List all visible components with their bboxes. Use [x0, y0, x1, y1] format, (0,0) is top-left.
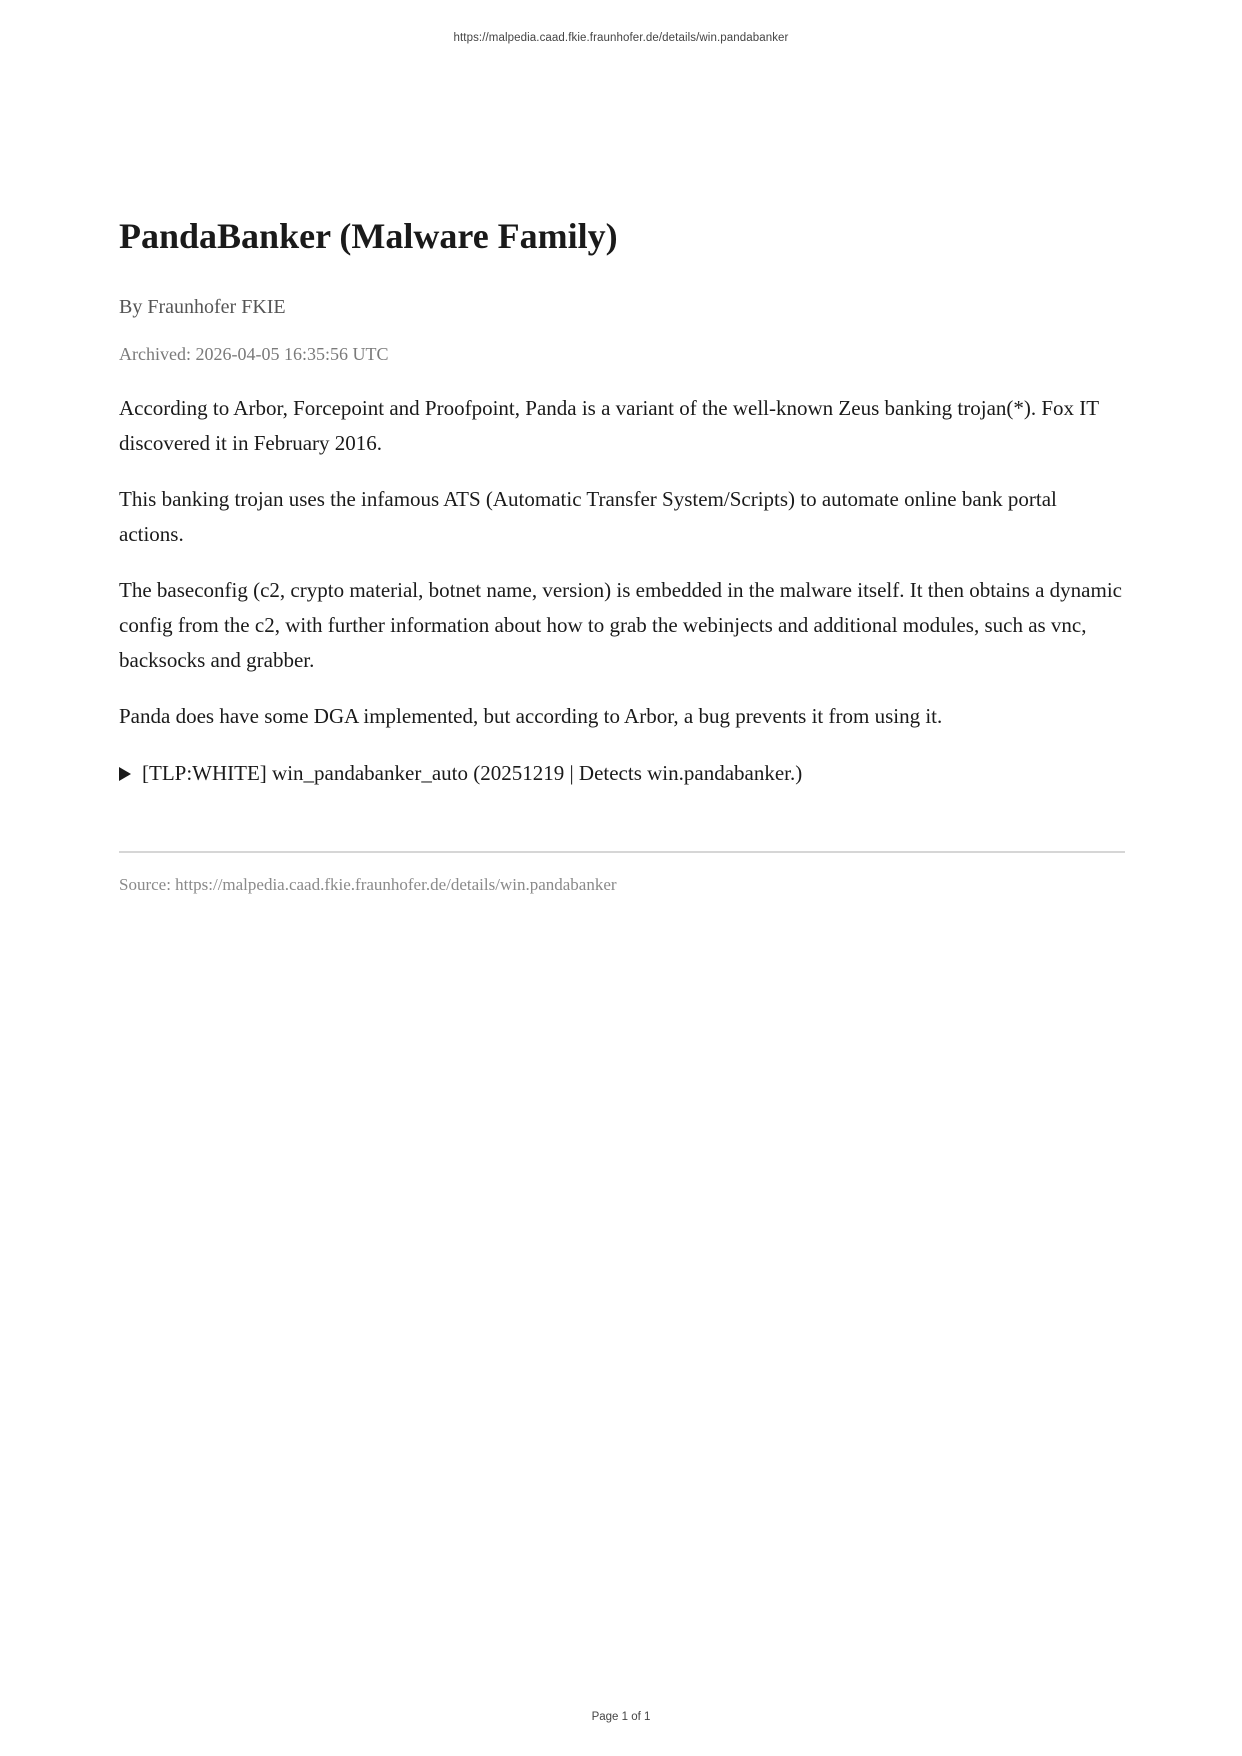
article — [119, 208, 1125, 897]
archived-timestamp: Archived: 2026-04-05 16:35:56 UTC — [119, 344, 389, 364]
header-url: https://malpedia.caad.fkie.fraunhofer.de/details/win.pandabanker — [453, 32, 789, 44]
page-number: Page 1 of 1 — [591, 1711, 651, 1723]
divider — [119, 851, 1125, 853]
paragraph-ats: This banking trojan uses the infamous ATS (Automatic Transfer System/Scripts) to automate online bank portal actions. — [119, 487, 1057, 546]
byline: By Fraunhofer FKIE — [119, 296, 286, 318]
yara-rule-summary: [TLP:WHITE] win_pandabanker_auto (20251219 | Detects win.pandabanker.) — [142, 761, 803, 785]
yara-rule-disclosure[interactable] — [119, 756, 1125, 791]
paragraph-baseconfig: The baseconfig (c2, crypto material, botnet name, version) is embedded in the malware itself. It then obtains a dynamic config from the c2, with further information about how to grab the webinjects and additional modules, such as vnc, backsocks and grabber. — [119, 578, 1122, 672]
disclosure-triangle-icon — [119, 767, 131, 781]
paragraph-intro: According to Arbor, Forcepoint and Proofpoint, Panda is a variant of the well-known Zeus banking trojan(*). Fox IT discovered it in February 2016. — [119, 396, 1099, 455]
page-title: PandaBanker (Malware Family) — [119, 216, 618, 256]
source-line: Source: https://malpedia.caad.fkie.fraunhofer.de/details/win.pandabanker — [119, 875, 617, 894]
paragraph-dga: Panda does have some DGA implemented, but according to Arbor, a bug prevents it from using it. — [119, 704, 943, 728]
